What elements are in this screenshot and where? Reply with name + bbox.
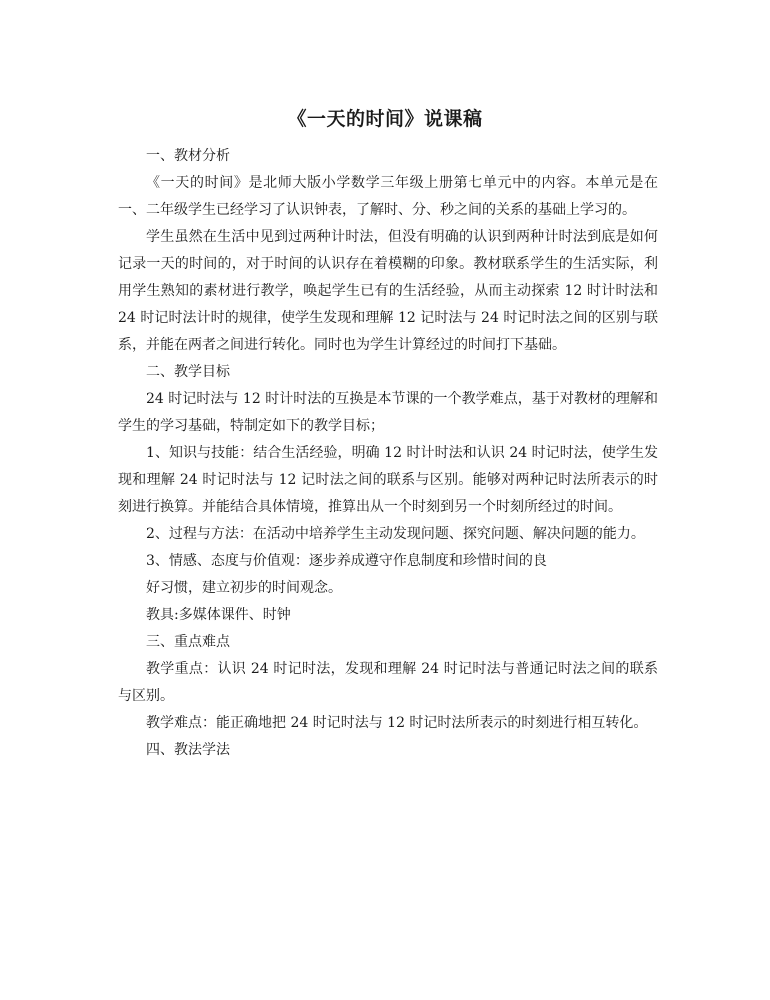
paragraph: 教具:多媒体课件、时钟 <box>146 607 291 623</box>
paragraph: 《一天的时间》是北师大版小学数学三年级上册第七单元中的内容。本单元是在一、二年级学生已经学习了认识钟表，了解时、分、秒之间的关系的基础上学习的。 <box>118 175 658 218</box>
paragraph: 好习惯，建立初步的时间观念。 <box>146 580 342 596</box>
heading-teaching-methods: 四、教法学法 <box>146 742 230 758</box>
paragraph: 学生虽然在生活中见到过两种计时法，但没有明确的认识到两种计时法到底是如何记录一天的时间的，对于时间的认识存在着模糊的印象。教材联系学生的生活实际，利用学生熟知的素材进行教学，唤起学生已有的生活经验，从而主动探索 12 时计时法和 24 时记时法计时的规律，使学生发现和理解 12 记时法与 24 时记时法之间的区别与联系，并能在两者之间进行转化。同时也为学生计算经过的时间打下基础。 <box>118 229 658 353</box>
paragraph: 3、情感、态度与价值观：逐步养成遵守作息制度和珍惜时间的良 <box>146 553 547 569</box>
heading-key-difficulties: 三、重点难点 <box>146 634 230 650</box>
paragraph: 教学难点：能正确地把 24 时记时法与 12 时记时法所表示的时刻进行相互转化。 <box>146 715 648 731</box>
paragraph: 教学重点：认识 24 时记时法，发现和理解 24 时记时法与普通记时法之间的联系与区别。 <box>118 661 658 704</box>
heading-textbook-analysis: 一、教材分析 <box>146 148 230 164</box>
paragraph: 24 时记时法与 12 时计时法的互换是本节课的一个教学难点，基于对教材的理解和学生的学习基础，特制定如下的教学目标； <box>118 391 658 434</box>
paragraph: 1、知识与技能：结合生活经验，明确 12 时计时法和认识 24 时记时法，使学生发现和理解 24 时记时法与 12 记时法之间的联系与区别。能够对两种记时法所表示的时刻进行换算。并能结合具体情境，推算出从一个时刻到另一个时刻所经过的时间。 <box>118 445 658 515</box>
document-body <box>118 143 658 764</box>
heading-teaching-goals: 二、教学目标 <box>146 364 230 380</box>
document-title: 《一天的时间》说课稿 <box>287 108 483 130</box>
paragraph: 2、过程与方法：在活动中培养学生主动发现问题、探究问题、解决问题的能力。 <box>146 526 645 542</box>
